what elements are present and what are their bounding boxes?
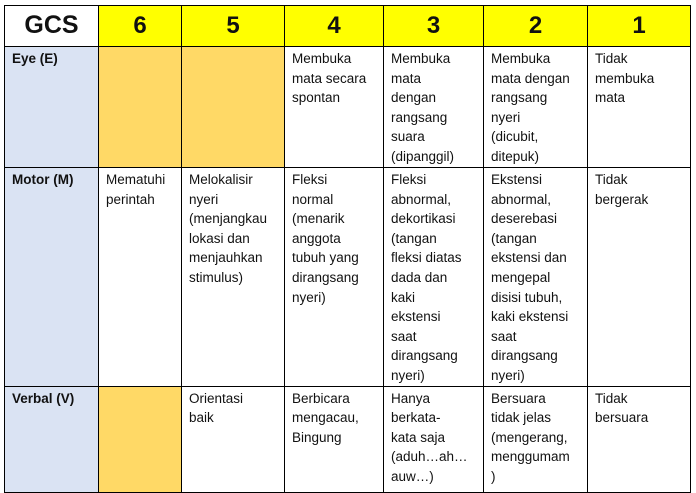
eye-score-4-cell: Membuka mata secara spontan: [285, 47, 384, 168]
verbal-row: [5, 386, 691, 492]
row-label-eye: Eye (E): [5, 47, 99, 168]
verbal-score-6-cell: [99, 386, 182, 492]
verbal-score-2-cell: Bersuara tidak jelas (mengerang, menggumam ): [484, 386, 588, 492]
score-6-header: 6: [99, 6, 182, 47]
motor-score-5-cell: Melokalisir nyeri (menjangkau lokasi dan menjauhkan stimulus): [182, 168, 285, 387]
motor-score-6-cell: Mematuhi perintah: [99, 168, 182, 387]
verbal-score-4-cell: Berbicara mengacau, Bingung: [285, 386, 384, 492]
eye-score-1-cell: Tidak membuka mata: [588, 47, 691, 168]
score-4-header: 4: [285, 6, 384, 47]
motor-score-1-cell: Tidak bergerak: [588, 168, 691, 387]
verbal-score-1-cell: Tidak bersuara: [588, 386, 691, 492]
motor-score-3-cell: Fleksi abnormal, dekortikasi (tangan fleksi diatas dada dan kaki ekstensi saat dirangsang nyeri): [384, 168, 484, 387]
score-5-header: 5: [182, 6, 285, 47]
row-label-verbal: Verbal (V): [5, 386, 99, 492]
verbal-score-5-cell: Orientasi baik: [182, 386, 285, 492]
score-3-header: 3: [384, 6, 484, 47]
header-row: [5, 6, 691, 47]
eye-score-2-cell: Membuka mata dengan rangsang nyeri (dicubit, ditepuk): [484, 47, 588, 168]
gcs-table: [4, 5, 691, 493]
verbal-score-3-cell: Hanya berkata- kata saja (aduh…ah… auw…): [384, 386, 484, 492]
row-label-motor: Motor (M): [5, 168, 99, 387]
eye-score-6-cell: [99, 47, 182, 168]
score-1-header: 1: [588, 6, 691, 47]
gcs-title: GCS: [5, 6, 99, 47]
eye-row: [5, 47, 691, 168]
motor-score-2-cell: Ekstensi abnormal, deserebasi (tangan ekstensi dan mengepal disisi tubuh, kaki ekstensi saat dirangsang nyeri): [484, 168, 588, 387]
motor-score-4-cell: Fleksi normal (menarik anggota tubuh yang dirangsang nyeri): [285, 168, 384, 387]
motor-row: [5, 168, 691, 387]
eye-score-5-cell: [182, 47, 285, 168]
eye-score-3-cell: Membuka mata dengan rangsang suara (dipanggil): [384, 47, 484, 168]
score-2-header: 2: [484, 6, 588, 47]
